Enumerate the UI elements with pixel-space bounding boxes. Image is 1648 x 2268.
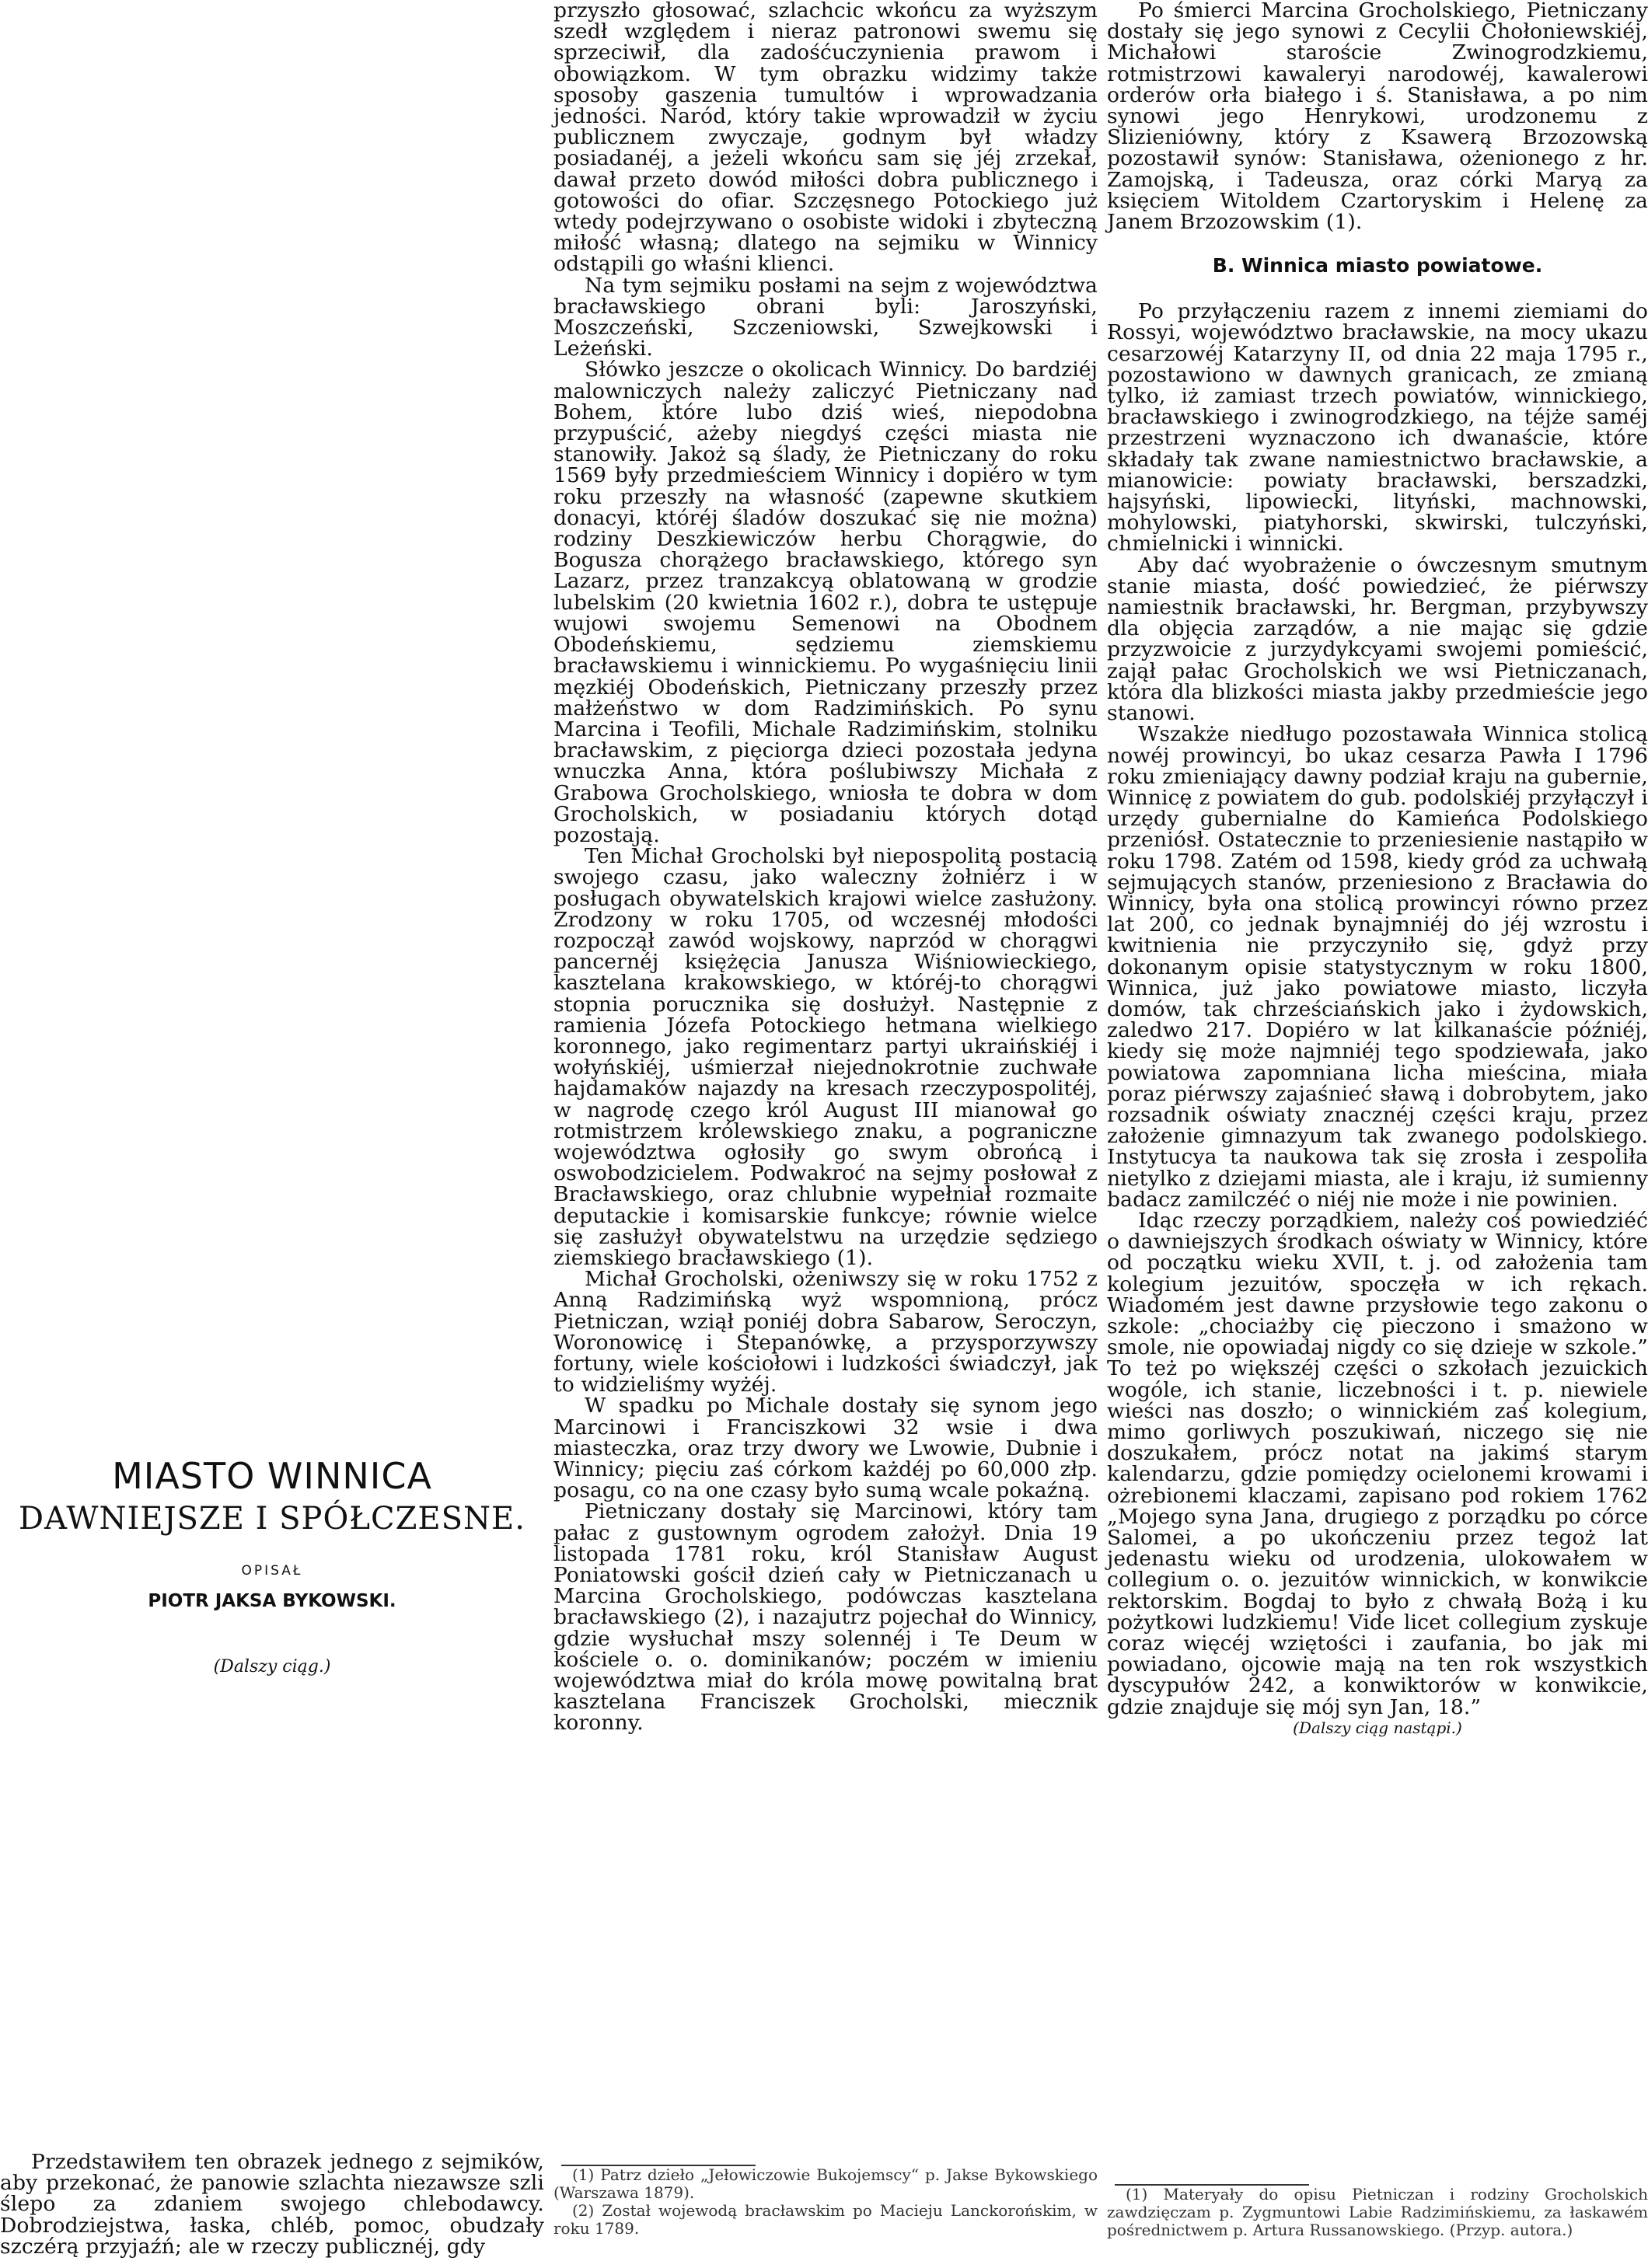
footnote: (1) Materyały do opisu Pietniczan i rodziny Grocholskich zawdzięczam p. Zygmuntowi Labie Radzimińskiemu, za łaskawém pośrednictwem p. Artura Russanowskiego. (Przyp. autora.) bbox=[1107, 2185, 1648, 2239]
paragraph: Aby dać wyobrażenie o ówczesnym smutnym stanie miasta, dość powiedzieć, że piérwszy namiestnik bracławski, hr. Bergman, przybywszy dla objęcia zarządów, a nie mając się gdzie przyzwoicie z jurzydykcyami swojemi pomieścić, zajął pałac Grocholskich we wsi Pietniczanach, która dla blizkości miasta jakby przedmieście jego stanowi. bbox=[1107, 553, 1648, 726]
column-2 bbox=[553, 0, 1098, 2268]
continuation-label: (Dalszy ciąg.) bbox=[213, 1657, 331, 1677]
paragraph: Ten Michał Grocholski był niepospolitą postacią swojego czasu, jako waleczny żołniérz i w posługach obywatelskich krajowi wielce zasłużony. Zrodzony w roku 1705, od wczesnéj młodości rozpoczął zawód wojskowy, naprzód w chorągwi pancernéj księżęcia Janusza Wiśniowieckiego, kasztelana krakowskiego, w któréj-to chorągwi stopnia porucznika się dosłużył. Następnie z ramienia Józefa Potockiego hetmana wielkiego koronnego, jako regimentarz partyi ukraińskiéj i wołyńskiéj, uśmierzał niejednokrotnie zuchwałe hajdamaków najazdy na kresach rzeczypospolitéj, w nagrodę czego król August III mianował go rotmistrzem królewskiego znaku, a pograniczne województwa ogłosiły go swym obrońcą i oswobodzicielem. Podwakroć na sejmy posłował z Bracławskiego, oraz chlubnie wypełniał rozmaite deputackie i komisarskie funkcye; równie wielce się zasłużył obywatelstwu na urzędzie sędziego ziemskiego bracławskiego (1). bbox=[553, 844, 1098, 1270]
article-title: MIASTO WINNICA bbox=[112, 1455, 432, 1497]
paragraph: Na tym sejmiku posłami na sejm z województwa bracławskiego obrani byli: Jaroszyński, Moszczeński, Szczeniowski, Szwejkowski i Leżeński. bbox=[553, 273, 1098, 361]
paragraph: W spadku po Michale dostały się synom jego Marcinowi i Franciszkowi 32 wsie i dwa miasteczka, oraz trzy dwory we Lwowie, Dubnie i Winnicy; pięciu zaś córkom każdéj po 60,000 złp. posagu, co na one czasy było sumą wcale pokaźną. bbox=[553, 1394, 1098, 1503]
paragraph: Michał Grocholski, ożeniwszy się w roku 1752 z Anną Radzimińską wyż wspomnioną, prócz Pietniczan, wziął poniéj dobra Sabarow, Seroczyn, Woronowicę i Stepanówkę, a przysporzywszy fortuny, wiele kościołowi i ludzkości świadczył, jak to widzieliśmy wyżéj. bbox=[553, 1267, 1098, 1397]
paragraph: Wszakże niedługo pozostawała Winnica stolicą nowéj prowincyi, bo ukaz cesarza Pawła I 1796 roku zmieniający dawny podział kraju na gubernie, Winnicę z powiatem do gub. podolskiéj przyłączył i urzędy gubernialne do Kamieńca Podolskiego przeniósł. Ostatecznie to przeniesienie nastąpiło w roku 1798. Zatém od 1598, kiedy gród za uchwałą sejmujących stanów, przeniesiono z Bracławia do Winnicy, była ona stolicą prowincyi równo przez lat 200, co jednak bynajmniéj do jéj wzrostu i kwitnienia nie przyczyniło się, gdyż przy dokonanym opisie statystycznym w roku 1800, Winnica, już jako powiatowe miasto, liczyła domów, tak chrześciańskich jako i żydowskich, zaledwo 217. Dopiéro w lat kilkanaście późniéj, kiedy się może najmniéj tego spodziewała, jako powiatowa zapomniana licha mieścina, miała poraz piérwszy zajaśnieć sławą i dobrobytem, jako rozsadnik oświaty znacznéj części kraju, przez założenie gimnazyum tak zwanego podolskiego. Instytucya ta naukowa tak się zrosła i zespoliła nietylko z dziejami miasta, ale i kraju, iż sumienny badacz zamilczéć o niéj nie może i nie powinien. bbox=[1107, 722, 1648, 1212]
paragraph: Przedstawiłem ten obrazek jednego z sejmików, aby przekonać, że panowie szlachta niezawsze szli ślepo za zdaniem swojego chlebodawcy. Dobrodziejstwa, łaska, chléb, pomoc, obudzały szczérą przyjaźń; ale w rzeczy publicznéj, gdy bbox=[0, 2150, 544, 2259]
section-heading: B. Winnica miasto powiatowe. bbox=[1212, 254, 1543, 277]
column-3-text bbox=[1107, 0, 1648, 1738]
column-2-text bbox=[553, 0, 1098, 1734]
author-name: PIOTR JAKSA BYKOWSKI. bbox=[148, 1591, 396, 1611]
column-3 bbox=[1107, 0, 1648, 2268]
paragraph: Pietniczany dostały się Marcinowi, który tam pałac z gustownym ogrodem założył. Dnia 19 listopada 1781 roku, król Stanisław August Poniatowski gościł dzień cały w Pietniczanach u Marcina Grocholskiego, podówczas kasztelana bracławskiego (2), i nazajutrz pojechał do Winnicy, gdzie wysłuchał mszy solennéj i Te Deum w kościele o. o. dominikanów; poczém w imieniu województwa miał do króla mowę powitalną brat kasztelana Franciszek Grocholski, miecznik koronny. bbox=[553, 1499, 1098, 1736]
paragraph: Po przyłączeniu razem z innemi ziemiami do Rossyi, województwo bracławskie, na mocy ukazu cesarzowéj Katarzyny II, od dnia 22 maja 1795 r., pozostawiono w dawnych granicach, ze zmianą tylko, iż zamiast trzech powiatów, winnickiego, bracławskiego i zwinogrodzkiego, na téjże saméj przestrzeni wyznaczono ich dwanaście, które składały tak zwane namiestnictwo bracławskie, a mianowicie: powiaty bracławski, berszadzki, hajsyński, lipowiecki, lityński, machnowski, mohylowski, piatyhorski, skwirski, tulczyński, chmielnicki i winnicki. bbox=[1107, 299, 1648, 557]
footnote: (2) Został wojewodą bracławskim po Macieju Lanckorońskim, w roku 1789. bbox=[553, 2201, 1098, 2238]
article-subtitle: DAWNIEJSZE I SPÓŁCZESNE. bbox=[19, 1501, 525, 1537]
article-title-block bbox=[0, 1453, 544, 1677]
paragraph: Idąc rzeczy porządkiem, należy coś powiedziéć o dawniejszych środkach oświaty w Winnicy, które od początku wieku XVII, t. j. od założenia tam kolegium jezuitów, spoczęła w ich rękach. Wiadomém jest dawne przysłowie tego zakonu o szkole: „chociażby cię pieczono i smażono w smole, nie opowiadaj nigdy co się dzieje w szkole.” To też po większéj części o szkołach jezuickich wogóle, ich stanie, liczebności i t. p. niewiele wieści nas doszło; o winnickiém zaś kolegium, mimo gorliwych poszukiwań, niczego się nie doszukałem, prócz notat na jakimś starym kalendarzu, gdzie pomiędzy ocielonemi krowami i ożrebionemi klaczami, zapisano pod rokiem 1762 „Mojego syna Jana, drugiego z porządku po córce Salomei, a po ukończeniu przez tegoż lat jedenastu wieku od urodzenia, ulokowałem w collegium o. o. jezuitów winnickich, w konwikcie rektorskim. Bogdaj to było z chwałą Bożą i ku pożytkowi ludzkiemu! Vide licet collegium zyskuje coraz więcéj wziętości i zaufania, bo jak mi powiadano, ojcowie mają na ten rok wszystkich dyscypułów 242, a konwiktorów w konwikcie, gdzie znajduje się mój syn Jan, 18.” bbox=[1107, 1208, 1648, 1719]
paragraph: Po śmierci Marcina Grocholskiego, Pietniczany dostały się jego synowi z Cecylii Chołoniewskiéj, Michałowi staroście Zwinogrodzkiemu, rotmistrzowi kawaleryi narodowéj, kawalerowi orderów orła białego i ś. Stanisława, a po nim synowi jego Henrykowi, urodzonemu z Slizieniówny, który z Ksawerą Brzozowską pozostawił synów: Stanisława, ożenionego z hr. Zamojską, i Tadeusza, oraz córki Maryą za księciem Witoldem Czartoryskim i Helenę za Janem Brzozowskim (1). bbox=[1107, 0, 1648, 235]
column-2-footnotes bbox=[553, 2165, 1098, 2238]
column-3-footnotes bbox=[1107, 2184, 1648, 2239]
column-1 bbox=[0, 0, 544, 2268]
continuation-note: (Dalszy ciąg nastąpi.) bbox=[1293, 1718, 1462, 1737]
author-prefix: OPISAŁ bbox=[241, 1563, 303, 1579]
column-1-text bbox=[0, 2151, 544, 2257]
footnote: (1) Patrz dzieło „Jełowiczowie Bukojemscy“ p. Jakse Bykowskiego (Warszawa 1879). bbox=[553, 2165, 1098, 2202]
paragraph: Słówko jeszcze o okolicach Winnicy. Do bardziéj malowniczych należy zaliczyć Pietniczany nad Bohem, które lubo dziś wieś, niepodobna przypuścić, ażeby niegdyś części miasta nie stanowiły. Jakoż są ślady, że Pietniczany do roku 1569 były przedmieściem Winnicy i dopiéro w tym roku przeszły na własność (zapewne skutkiem donacyi, któréj śladów doszukać się nie można) rodziny Deszkiewiczów herbu Chorągwie, do Bogusza chorążego bracławskiego, którego syn Lazarz, przez tranzakcyą oblatowaną w grodzie lubelskim (20 kwietnia 1602 r.), dobra te ustępuje wujowi swojemu Semenowi na Obodnem Obodeńskiemu, sędziemu ziemskiemu bracławskiemu i winnickiemu. Po wygaśnięciu linii męzkiéj Obodeńskich, Pietniczany przeszły przez małżeństwo w dom Radzimińskich. Po synu Marcina i Teofili, Michale Radzimińskim, stolniku bracławskim, z pięciorga dzieci pozostała jedyna wnuczka Anna, która poślubiwszy Michała z Grabowa Grocholskiego, wniosła te dobra w dom Grocholskich, w posiadaniu których dotąd pozostają. bbox=[553, 358, 1098, 847]
paragraph: przyszło głosować, szlachcic wkońcu za wyższym szedł względem i nieraz patronowi swemu się sprzeciwił, dla zadośćuczynienia prawom i obowiązkom. W tym obrazku widzimy także sposoby gaszenia tumultów i wprowadzania jedności. Naród, który takie wprowadził w życiu publicznem zwyczaje, godnym był władzy posiadanéj, a jeżeli wkońcu sam się jéj zrzekał, dawał przeto dowód miłości dobra publicznego i gotowości do ofiar. Szczęsnego Potockiego już wtedy podejrzywano o osobiste widoki i zbyteczną miłość własną; dlatego na sejmiku w Winnicy odstąpili go właśni klienci. bbox=[553, 0, 1098, 277]
